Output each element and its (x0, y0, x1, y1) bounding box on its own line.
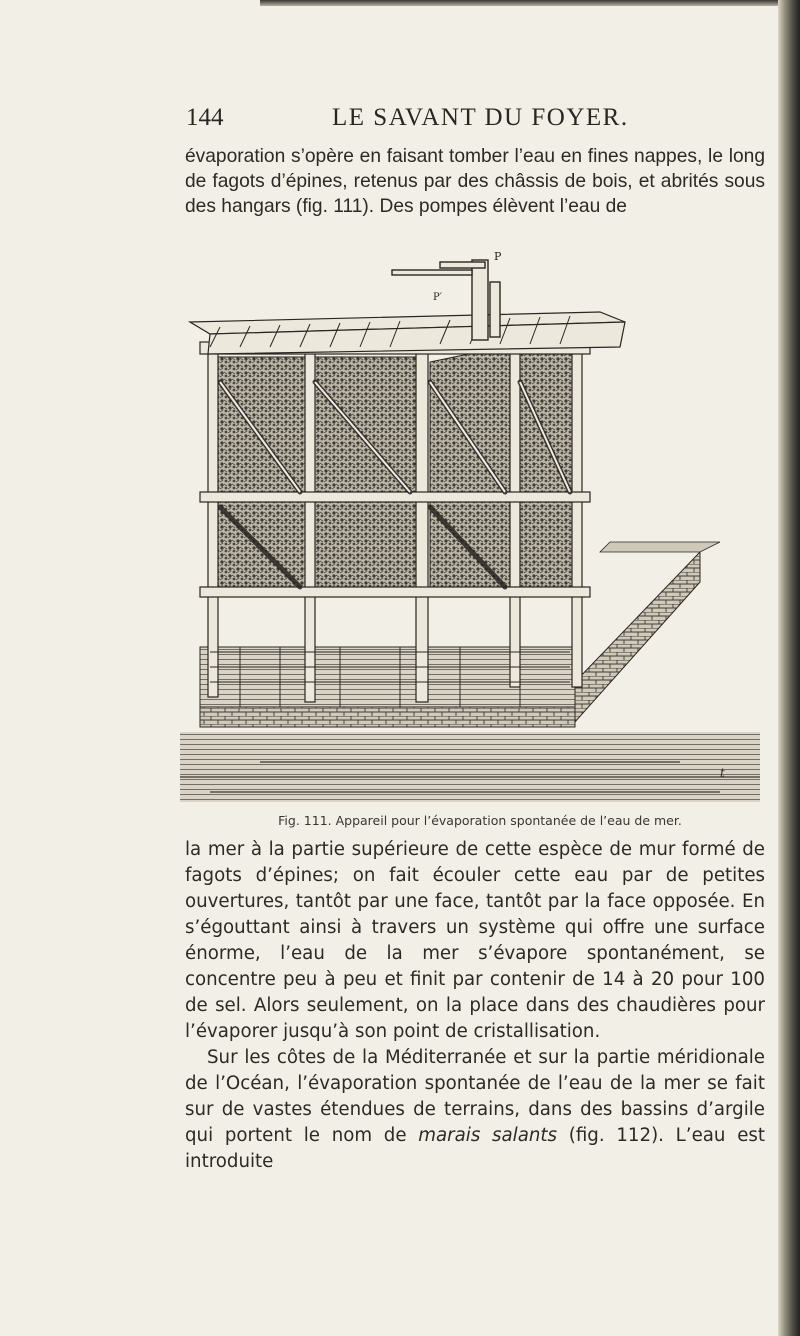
fagot-wall-side (430, 332, 575, 597)
bottom-paragraph-2 (185, 1045, 765, 1175)
bottom-paragraph-2-end: (fig. 112). L’eau est introduite (185, 1125, 765, 1172)
basin-side-wall (575, 552, 700, 722)
evaporation-apparatus-engraving (180, 252, 780, 807)
page-number: 144 (186, 104, 224, 131)
bottom-paragraph-1: la mer à la partie supérieure de cette espèce de mur formé de fagots d’épines; on fait écouler cette eau par de petites ouvertures, tantôt par une face, tantôt par la face opposée. En s’égouttant ainsi à travers un système qui offre une surface énorme, l’eau de la mer s’évapore spontanément, se concentre peu à peu et finit par contenir de 14 à 20 pour 100 de sel. Alors seulement, on la place dans des chaudières pour l’évaporer jusqu’à son point de cristallisation. (185, 839, 765, 1042)
figure-caption: Fig. 111. Appareil pour l’évaporation spontanée de l’eau de mer. (278, 813, 682, 828)
page-top-edge (260, 0, 800, 6)
bottom-text-block (185, 837, 765, 1175)
book-binding-edge (778, 0, 800, 1336)
label-p-prime: P′ (433, 292, 442, 303)
italic-term: marais salants (418, 1125, 557, 1146)
figure-111-illustration (180, 252, 780, 807)
top-text-block (185, 144, 765, 219)
top-paragraph: évaporation s’opère en faisant tomber l’eau en fines nappes, le long de fagots d’épines, retenus par des châssis de bois, et abrités sous des hangars (fig. 111). Des pompes élèvent l’eau de (185, 146, 765, 217)
running-title: LE SAVANT DU FOYER. (332, 104, 629, 131)
label-t: t (720, 766, 725, 780)
basin-front-wall (200, 707, 575, 727)
label-p: P (494, 252, 502, 263)
bottom-paragraph-2-text: Sur les côtes de la Méditerranée et sur la partie méridionale de l’Océan, l’évaporation spontanée de l’eau de la mer se fait sur de vastes étendues de terrains, dans des bassins d’argile qui portent le nom de (185, 1047, 765, 1146)
page-header (186, 104, 766, 140)
